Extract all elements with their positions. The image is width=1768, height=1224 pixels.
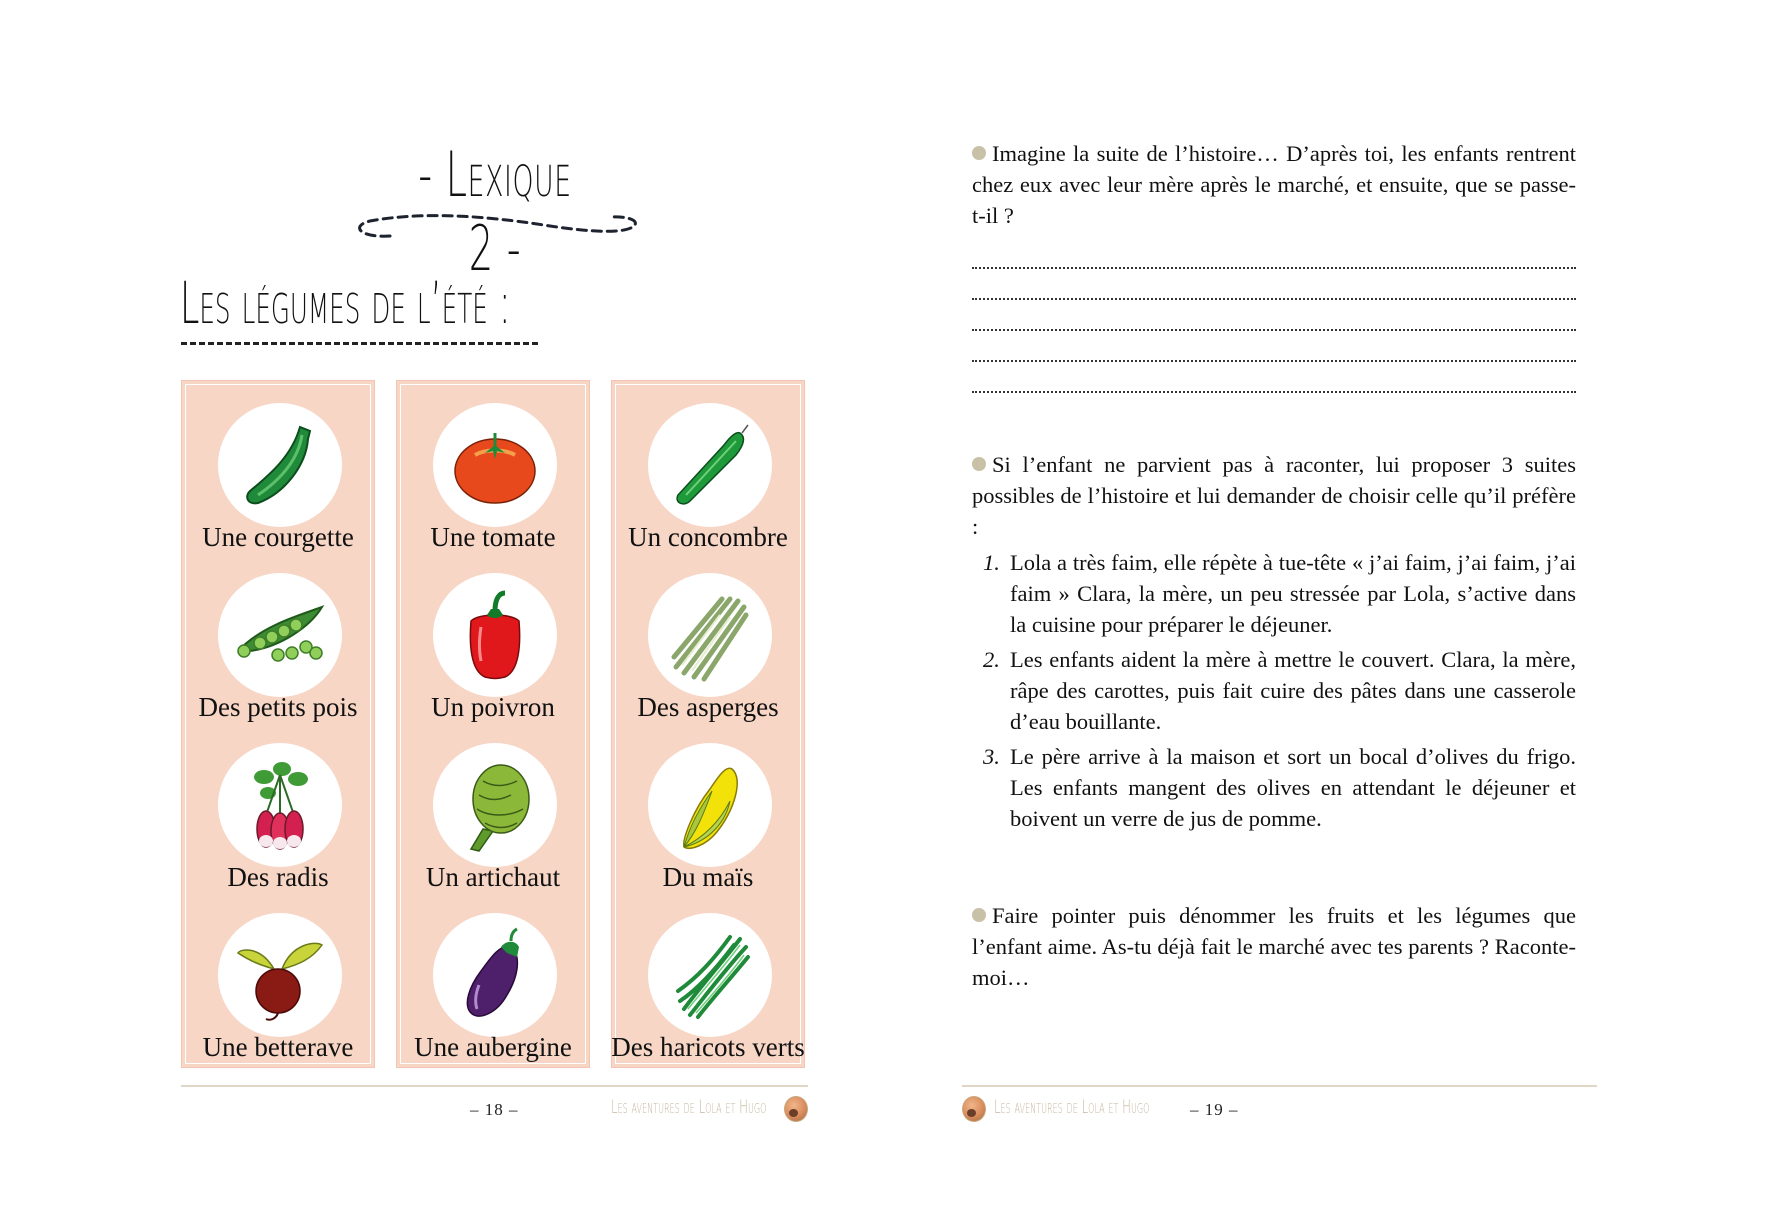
vegetable-label: Des radis — [227, 862, 329, 892]
vegetable-label: Du maïs — [662, 862, 754, 892]
corn-icon — [660, 755, 760, 855]
vegetable-item — [397, 721, 589, 891]
vegetable-label: Des asperges — [637, 692, 779, 722]
vegetable-label: Un artichaut — [425, 862, 561, 892]
vegetable-card-column-1 — [181, 380, 375, 1068]
vegetable-item — [182, 891, 374, 1061]
lexique-title: - Lexique 2 - — [418, 138, 572, 285]
eggplant-icon — [445, 925, 545, 1025]
lola-hugo-avatar-icon — [784, 1096, 808, 1122]
green-beans-icon — [660, 925, 760, 1025]
vegetable-label: Une courgette — [202, 522, 354, 552]
section-title: Les légumes de l’été : — [180, 269, 511, 337]
radish-icon — [230, 755, 330, 855]
answer-line[interactable] — [972, 362, 1576, 393]
beet-icon — [230, 925, 330, 1025]
bullet-icon — [972, 146, 986, 160]
tomato-icon — [445, 415, 545, 515]
prompt-paragraph-1: Imagine la suite de l’histoire… D’après toi, les enfants rentrent chez eux avec leur mère après le marché, et ensuite, que se passe-t-il ? — [972, 141, 1576, 228]
page-number-right: – 19 – — [1190, 1100, 1239, 1119]
prompt-paragraph-2: Si l’enfant ne parvient pas à raconter, lui proposer 3 suites possibles de l’histoire et lui demander de choisir celle qu’il préfère : — [972, 452, 1576, 539]
answer-lines — [972, 238, 1576, 393]
vegetable-label: Un concombre — [628, 522, 788, 552]
artichoke-icon — [445, 755, 545, 855]
vegetable-item — [397, 381, 589, 551]
right-footer-rule — [962, 1085, 1597, 1087]
footer-brand-right: Les aventures de Lola et Hugo — [994, 1096, 1150, 1118]
vegetable-item — [612, 721, 804, 891]
answer-line[interactable] — [972, 300, 1576, 331]
lola-hugo-avatar-icon — [962, 1096, 986, 1122]
story-option: 2. Les enfants aident la mère à mettre le couvert. Clara, la mère, râpe des carottes, puis fait cuire des pâtes dans une casserole d’eau bouillante. — [983, 647, 1576, 734]
prompt-paragraph-3: Faire pointer puis dénommer les fruits et les légumes que l’enfant aime. As-tu déjà fait le marché avec tes parents ? Raconte-moi… — [972, 903, 1576, 990]
story-option: 1. Lola a très faim, elle répète à tue-tête « j’ai faim, j’ai faim, j’ai faim » Clara, la mère, un peu stressée par Lola, s’active dans la cuisine pour préparer le déjeuner. — [983, 550, 1576, 637]
pepper-icon — [445, 585, 545, 685]
vegetable-item — [182, 381, 374, 551]
answer-line[interactable] — [972, 238, 1576, 269]
bullet-icon — [972, 908, 986, 922]
vegetable-item — [397, 891, 589, 1061]
footer-brand-left: Les aventures de Lola et Hugo — [611, 1096, 767, 1118]
asparagus-icon — [660, 585, 760, 685]
vegetable-item — [612, 891, 804, 1061]
cucumber-icon — [660, 415, 760, 515]
vegetable-card-column-3 — [611, 380, 805, 1068]
left-footer-rule — [181, 1085, 808, 1087]
answer-line[interactable] — [972, 331, 1576, 362]
page-number-left: – 18 – — [470, 1100, 519, 1119]
bullet-icon — [972, 457, 986, 471]
vegetable-label: Un poivron — [431, 692, 555, 722]
vegetable-label: Une tomate — [430, 522, 556, 552]
vegetable-item — [182, 551, 374, 721]
swirl-underline-decoration — [350, 208, 640, 244]
vegetable-label: Des haricots verts — [611, 1032, 805, 1062]
section-title-underline — [181, 342, 538, 345]
story-option: 3. Le père arrive à la maison et sort un bocal d’olives du frigo. Les enfants mangent des olives en attendant le déjeuner et boivent un verre de jus de pomme. — [983, 744, 1576, 831]
vegetable-item — [612, 551, 804, 721]
vegetable-label: Une aubergine — [414, 1032, 572, 1062]
vegetable-card-column-2 — [396, 380, 590, 1068]
vegetable-item — [612, 381, 804, 551]
vegetable-item — [397, 551, 589, 721]
courgette-icon — [230, 415, 330, 515]
answer-line[interactable] — [972, 269, 1576, 300]
peas-icon — [230, 585, 330, 685]
vegetable-label: Une betterave — [202, 1032, 354, 1062]
vegetable-item — [182, 721, 374, 891]
story-options-list — [972, 547, 1576, 838]
vegetable-label: Des petits pois — [198, 692, 358, 722]
